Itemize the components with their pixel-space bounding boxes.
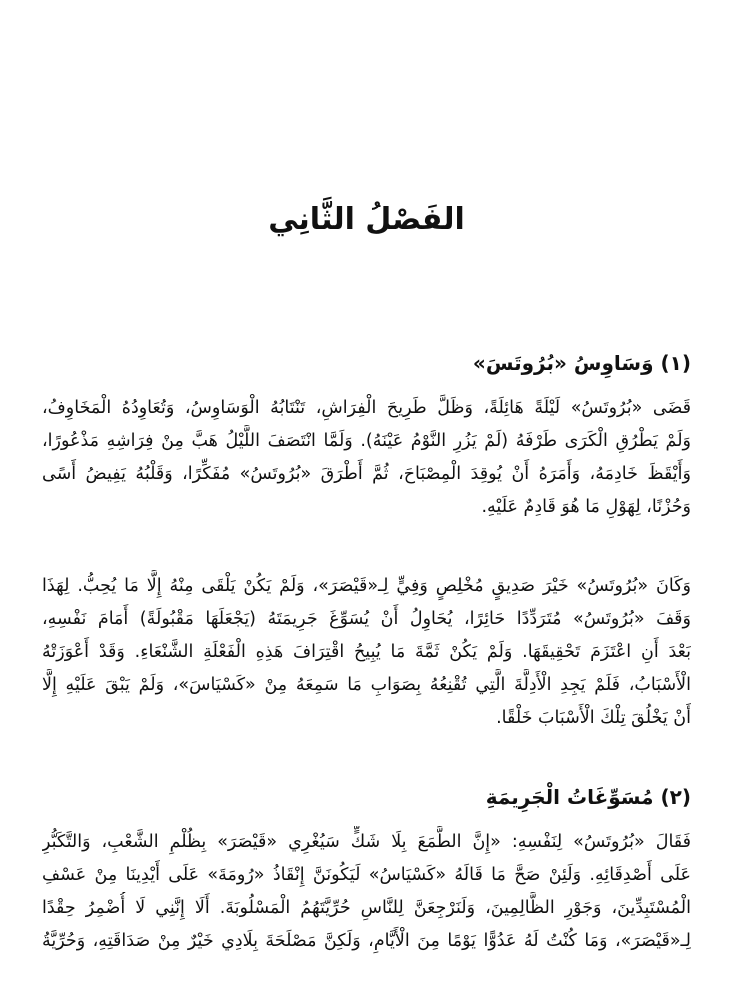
text-line: وَقَفَ «بُرُوتَسُ» مُتَرَدِّدًا حَائِرًا، يُحَاوِلُ أَنْ يُسَوِّغَ جَرِيمَتَهُ (يَجْعَلَهَا مَقْبُولَةً) أَمَامَ نَفْسِهِ، xyxy=(42,609,691,629)
text-line: قَضَى «بُرُوتَسُ» لَيْلَةً هَائِلَةً، وَظَلَّ طَرِيحَ الْفِرَاشِ، تَنْتَابُهُ الْوَسَاوِسُ، وَتُعَاوِدُهُ الْمَخَاوِفُ، xyxy=(42,398,691,418)
text-line: لِـ«قَيْصَرَ»، وَمَا كُنْتُ لَهُ عَدُوًّا يَوْمًا مِنَ الْأَيَّامِ، وَلَكِنَّ مَصْلَحَةَ بِلَادِي خَيْرٌ مِنْ صَدَاقَتِهِ، وَحُرِّيَّةُ xyxy=(42,931,691,951)
text-line: أَنْ يَخْلُقَ تِلْكَ الْأَسْبَابَ خَلْقًا. xyxy=(496,708,691,728)
text-line: الْمُسْتَبِدِّينَ، وَجَوْرِ الظَّالِمِينَ، وَلَنَرْجِعَنَّ لِلنَّاسِ حُرِّيَّتَهُمُ الْمَسْلُوبَةَ. أَلَا إِنَّنِي لَا أُضْمِرُ حِقْدًا xyxy=(42,898,691,918)
text-line: وَكَانَ «بُرُوتَسُ» خَيْرَ صَدِيقٍ مُخْلِصٍ وَفِيٍّ لِـ«قَيْصَرَ»، وَلَمْ يَكُنْ يَلْقَى مِنْهُ إِلَّا مَا يُحِبُّ. لِهَذَا xyxy=(42,576,691,596)
text-line: عَلَى أَصْدِقَائِهِ. وَلَئِنْ صَحَّ مَا قَالَهُ «كَسْيَاسُ» لَيَكُونَنَّ إِنْقَاذُ «رُومَةَ» عَلَى أَيْدِينَا مِنْ عَسْفِ xyxy=(42,865,691,885)
paragraph-1 xyxy=(42,392,691,524)
chapter-title: الفَصْلُ الثَّانِي xyxy=(268,202,465,237)
section-heading-2: (٢) مُسَوِّغَاتُ الْجَرِيمَةِ xyxy=(485,785,691,809)
text-line: وَحُزْنًا، لِهَوْلِ مَا هُوَ قَادِمٌ عَلَيْهِ. xyxy=(481,497,691,517)
paragraph-3 xyxy=(42,826,691,958)
text-line: بَعْدَ أَنِ اعْتَزَمَ تَحْقِيقَهَا. وَلَمْ يَكُنْ ثَمَّةَ مَا يُبِيحُ اقْتِرَافَ هَذِهِ الْفَعْلَةِ الشَّنْعَاءِ. وَقَدْ أَعْوَزَتْهُ xyxy=(42,642,691,662)
text-line: وَلَمْ يَطْرُقِ الْكَرَى طَرْفَهُ (لَمْ يَزُرِ النَّوْمُ عَيْنَهُ). وَلَمَّا انْتَصَفَ اللَّيْلُ هَبَّ مِنْ فِرَاشِهِ مَذْعُورًا، xyxy=(42,431,691,451)
section-heading-1: (١) وَسَاوِسُ «بُرُوتَسَ» xyxy=(472,351,691,375)
text-line: فَقَالَ «بُرُوتَسُ» لِنَفْسِهِ: «إِنَّ الطَّمَعَ بِلَا شَكٍّ سَيُغْرِي «قَيْصَرَ» بِظُلْمِ الشَّعْبِ، وَالتَّكَبُّرِ xyxy=(42,832,691,852)
paragraph-2 xyxy=(42,570,691,735)
text-line: الْأَسْبَابُ، فَلَمْ يَجِدِ الْأَدِلَّةَ الَّتِي تُقْنِعُهُ بِصَوَابِ مَا سَمِعَهُ مِنْ «كَسْيَاسَ»، وَلَمْ يَبْقَ عَلَيْهِ إِلَّا xyxy=(42,675,691,695)
text-line: وَأَيْقَظَ خَادِمَهُ، وَأَمَرَهُ أَنْ يُوقِدَ الْمِصْبَاحَ، ثُمَّ أَطْرَقَ «بُرُوتَسُ» مُفَكِّرًا، وَقَلْبُهُ يَفِيضُ أَسًى xyxy=(42,464,691,484)
